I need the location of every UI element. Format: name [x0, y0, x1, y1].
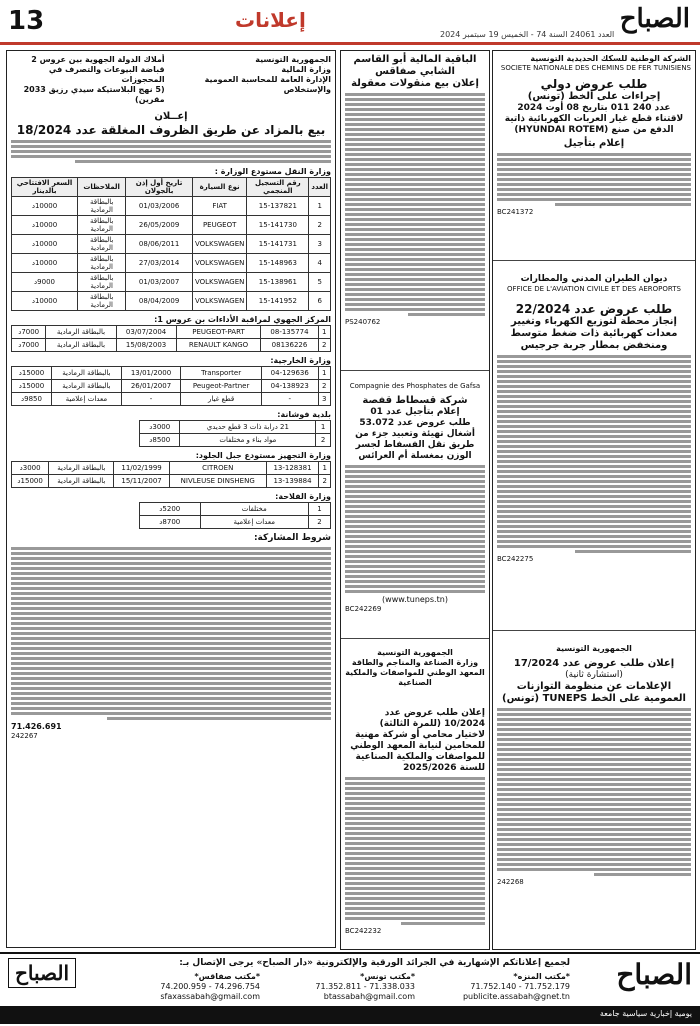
lot6-title: وزارة الفلاحة: — [275, 492, 331, 501]
sncft-ref: عدد 240 011 بتاريخ 08 أوت 2024 — [517, 103, 671, 113]
table-row: 1 15-137821 FIAT 01/03/2006 بالبطاقة الرمادية 10000د — [12, 197, 331, 216]
table-row: 1 مختلفات 5200د — [140, 503, 331, 516]
footer-bar — [0, 1006, 700, 1024]
ad-innorpi — [341, 639, 489, 947]
table-row: 6 15-141952 VOLKSWAGEN 08/04/2009 بالبطاقة الرمادية 10000د — [12, 292, 331, 311]
footer-office-sfax: *مكتب صفاقس* 74.296.754 - 74.200.959 sfaxassabah@gmail.com — [160, 972, 260, 1001]
innorpi-body-text — [345, 777, 485, 925]
ad-tuneps — [493, 631, 695, 949]
sncft-code: BC241372 — [497, 208, 534, 216]
cpg-object: أشغال تهيئة وتعبيد جزء من طريق نقل الفسفاط لجسر الوزن بمغسلة أم العرائس — [355, 429, 475, 461]
footer-office-menzah: *مكتب المنزه* 71.752.179 - 71.752.140 publicite.assabah@gnet.tn — [462, 972, 570, 1001]
table-row: 2 08136226 RENAULT KANGO 15/08/2003 بالبطاقة الرمادية 7000د — [12, 339, 331, 352]
table-row: 1 04-129636 Transporter 13/01/2000 بالبطاقة الرمادية 15000د — [12, 367, 331, 380]
lot6-table — [139, 502, 331, 529]
cpg-subtitle: إعلام بتأجيل عدد 01 — [370, 407, 460, 417]
lot5-title: وزارة التجهيز مستودع جبل الجلود: — [195, 451, 331, 460]
sncft-subtitle: إجراءات على الخط (تونس) — [527, 91, 661, 102]
section-title: إعلانات — [235, 8, 306, 32]
cpg-site-link[interactable]: (www.tuneps.tn) — [382, 595, 448, 604]
innorpi-title: إعلان طلب عروض عدد 10/2024 (للمرة الثالثة) — [379, 708, 485, 729]
sfax-subtitle: إعلان بيع منقولات معقولة — [351, 78, 479, 89]
oaca-body-text — [497, 355, 691, 553]
oaca-org: ديوان الطيران المدني والمطارات — [520, 274, 668, 284]
col-model: نوع السيارة — [192, 178, 246, 197]
table-row: 2 معدات إعلامية 8700د — [140, 516, 331, 529]
sncft-org-fr: SOCIETE NATIONALE DES CHEMINS DE FER TUNISIENS — [500, 64, 691, 72]
table-row: 5 15-138961 VOLKSWAGEN 01/03/2007 بالبطاقة الرمادية 9000د — [12, 273, 331, 292]
auction-right-header2: وزارة المالية — [281, 65, 331, 74]
auction-intro-text — [11, 140, 331, 163]
tuneps-subtitle: (استشارة ثانية) — [565, 670, 623, 680]
issue-line: العدد 24061 السنة 74 - الخميس 19 سبتمبر 2024 — [440, 30, 615, 39]
table-row: 2 15-141730 PEUGEOT 26/05/2009 بالبطاقة الرمادية 10000د — [12, 216, 331, 235]
header-divider — [0, 42, 700, 45]
cpg-title: شركة قسطاط قفصة — [362, 395, 468, 406]
lot2-title: المركز الجهوي لمراقبة الأداءات بن عروس 1: — [154, 315, 331, 324]
ad-sfax — [341, 51, 489, 371]
sfax-title: الباقية المالية أبو القاسم الشابي صفاقس — [353, 54, 477, 77]
col-date: تاريخ أول إذن بالجولان — [126, 178, 193, 197]
auction-right-header1: الجمهورية التونسية — [255, 55, 331, 64]
lot3-table — [139, 420, 331, 447]
oaca-code: BC242275 — [497, 555, 534, 563]
sfax-code: PS240762 — [345, 318, 381, 326]
conditions-title: شروط المشاركة: — [253, 533, 331, 543]
table-row: 1 21 درابة ذات 3 قطع حديدي 3000د — [140, 421, 331, 434]
auction-phone: 71.426.691 — [11, 722, 62, 731]
sncft-title: طلب عروض دولي — [540, 77, 648, 91]
sncft-body-text — [497, 153, 691, 206]
innorpi-org3: المعهد الوطني للمواصفات والملكية الصناعية — [345, 668, 485, 687]
ad-oaca — [493, 261, 695, 631]
middle-column — [340, 50, 490, 950]
footer-logo-left: الصباح — [8, 958, 76, 988]
lot4-title: بلدية فوشانة: — [277, 410, 331, 419]
auction-left-header3: (5 نهج البلاستيكة سيدي رزيق 2033 مقرين) — [23, 85, 165, 104]
page-header — [0, 0, 700, 44]
auction-label: إعــلان — [154, 111, 188, 122]
lot3-title: وزارة الخارجية: — [270, 356, 331, 365]
tuneps-org: الجمهورية التونسية — [556, 644, 632, 653]
tuneps-body-text — [497, 708, 691, 876]
innorpi-org2: وزارة الصناعة والمناجم والطاقة — [351, 658, 479, 667]
page-number: 13 — [8, 6, 45, 36]
right-column — [492, 50, 696, 950]
lot5-table — [11, 461, 331, 488]
auction-title: بيع بالمزاد عن طريق الظروف المغلقة عدد 18/2024 — [16, 123, 326, 137]
footer-tagline: يومية إخبارية سياسية جامعة — [599, 1009, 692, 1018]
footer-logo: الصباح — [616, 958, 692, 991]
oaca-org-fr: OFFICE DE L'AVIATION CIVILE ET DES AEROPORTS — [507, 285, 681, 293]
col-notes: الملاحظات — [78, 178, 126, 197]
table-row: 2 مواد بناء و مختلفات 8500د — [140, 434, 331, 447]
conditions-text — [11, 547, 331, 720]
tuneps-object: الإعلامات عن منظومة التوازنات العمومية على الخط TUNEPS (تونس) — [502, 681, 686, 704]
table-row: 2 04-138923 Peugeot-Partner 26/01/2007 بالبطاقة الرمادية 15000د — [12, 380, 331, 393]
innorpi-object: لاختيار محامي أو شركة مهنية للمحامين لنيابة المعهد الوطني للمواصفات والملكية الصناعية للسنة 2025/2026 — [350, 730, 485, 773]
table-row: 3 - قطع غيار - معدات إعلامية 9850د — [12, 393, 331, 406]
auction-right-header3: الإدارة العامة للمحاسبة العمومية والإستخلاص — [204, 75, 331, 94]
cpg-code: BC242269 — [345, 605, 382, 613]
col-number: العدد — [309, 178, 331, 197]
lot4-table — [11, 366, 331, 406]
innorpi-code: BC242232 — [345, 927, 382, 935]
ad-sncft — [493, 51, 695, 261]
auction-code: 242267 — [11, 732, 38, 740]
table-row: 1 08-135774 PEUGEOT-PART 03/07/2004 بالبطاقة الرمادية 7000د — [12, 326, 331, 339]
sfax-body-text — [345, 93, 485, 316]
sncft-object: لاقتناء قطع غيار العربات الكهربائية ذاتية الدفع من صنع (HYUNDAI ROTEM) — [504, 114, 684, 135]
oaca-title: طلب عروض عدد 22/2024 — [515, 302, 673, 316]
sncft-org: الشركة الوطنية للسكك الحديدية التونسية — [530, 54, 691, 63]
lot2-table — [11, 325, 331, 352]
ad-auction — [6, 50, 336, 948]
sncft-notice: إعلام بتأجيل — [563, 138, 625, 149]
auction-left-header1: أملاك الدولة الجهوية بين عروس 2 — [31, 55, 165, 64]
tuneps-code: 242268 — [497, 878, 524, 886]
cpg-org: Compagnie des Phosphates de Gafsa — [349, 382, 481, 390]
col-plate: رقم التسجيل المنجمي — [247, 178, 309, 197]
auction-left-header2: قباضة البيوعات والتصرف في المحجوزات — [48, 65, 165, 84]
lot1-table — [11, 177, 331, 311]
lot1-title: وزارة النقل مستودع الوزارة : — [214, 167, 331, 176]
table-row: 2 13-139884 NIVLEUSE DINSHENG 15/11/2007 بالبطاقة الرمادية 15000د — [12, 475, 331, 488]
col-price: السعر الافتتاحي بالدينار — [12, 178, 78, 197]
table-row: 4 15-148963 VOLKSWAGEN 27/03/2014 بالبطاقة الرمادية 10000د — [12, 254, 331, 273]
innorpi-org1: الجمهورية التونسية — [377, 648, 453, 657]
tuneps-title: إعلان طلب عروض عدد 17/2024 — [513, 658, 675, 669]
ad-cpg — [341, 371, 489, 639]
table-row: 1 13-128381 CITROEN 11/02/1999 بالبطاقة الرمادية 3000د — [12, 462, 331, 475]
cpg-body-text — [345, 465, 485, 593]
footer-banner: لجميع إعلاناتكم الإشهارية في الجرائد الورقية والإلكترونية «دار الصباح» يرجى الإتصال بـ: — [179, 958, 570, 968]
newspaper-logo: الصباح — [619, 4, 690, 34]
oaca-object: إنجاز محطة لتوزيع الكهرباء وتغيير معدات كهربائية ذات ضغط متوسط ومنخفض بمطار جربة جرجيس — [510, 316, 678, 351]
cpg-ref: طلب عروض عدد 53.072 — [359, 418, 471, 428]
table-row: 3 15-141731 VOLKSWAGEN 08/06/2011 بالبطاقة الرمادية 10000د — [12, 235, 331, 254]
footer-office-tunis: *مكتب تونس* 71.338.033 - 71.352.811 btassabah@gmail.com — [315, 972, 415, 1001]
